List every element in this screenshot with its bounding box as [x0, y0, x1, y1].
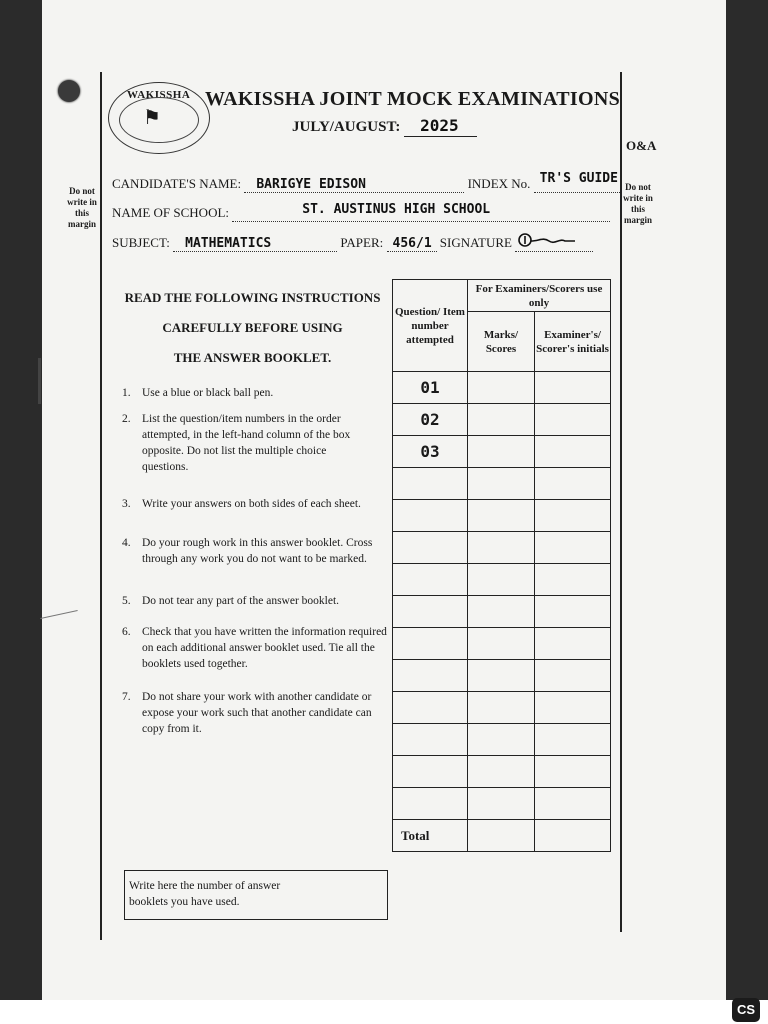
- instruction-text: Use a blue or black ball pen.: [142, 387, 274, 399]
- table-row: [393, 564, 611, 596]
- instruction-number: 6.: [122, 626, 131, 638]
- exam-title: WAKISSHA JOINT MOCK EXAMINATIONS: [205, 88, 621, 110]
- page-bottom-edge: [0, 1000, 768, 1024]
- initials-cell[interactable]: [535, 436, 611, 468]
- examiners-group-header: For Examiners/Scorers use only: [468, 280, 611, 312]
- table-row: [393, 468, 611, 500]
- left-margin-note: Do not write in this margin: [67, 186, 97, 229]
- question-number-cell[interactable]: [393, 468, 468, 500]
- initials-cell[interactable]: [535, 628, 611, 660]
- subject-value[interactable]: MATHEMATICS: [185, 236, 272, 251]
- paper-value[interactable]: 456/1: [392, 236, 432, 251]
- subject-row: [112, 232, 593, 252]
- table-row: [393, 500, 611, 532]
- index-label: INDEX No.: [467, 176, 531, 191]
- exam-session: [292, 116, 477, 137]
- marks-cell[interactable]: [468, 532, 535, 564]
- question-number-cell[interactable]: [393, 628, 468, 660]
- index-value[interactable]: TR'S GUIDE: [539, 171, 618, 186]
- marks-cell[interactable]: [468, 404, 535, 436]
- instructions-heading-line: CAREFULLY BEFORE USING: [162, 320, 343, 335]
- marks-cell[interactable]: [468, 756, 535, 788]
- session-value[interactable]: 2025: [420, 116, 459, 135]
- table-row: [393, 724, 611, 756]
- instruction-number: 1.: [122, 387, 131, 399]
- question-number-cell[interactable]: [393, 724, 468, 756]
- wakissha-logo: [108, 82, 210, 154]
- marks-cell[interactable]: [468, 596, 535, 628]
- question-number-cell[interactable]: [393, 692, 468, 724]
- table-row: [393, 436, 611, 468]
- table-row: [393, 788, 611, 820]
- question-number-cell[interactable]: [393, 564, 468, 596]
- instructions-heading-line: THE ANSWER BOOKLET.: [173, 350, 332, 365]
- instruction-number: 7.: [122, 691, 131, 703]
- corner-code: O&A: [626, 138, 657, 153]
- marks-cell[interactable]: [468, 788, 535, 820]
- question-number-cell[interactable]: 02: [393, 404, 468, 436]
- instruction-item: [122, 689, 392, 737]
- right-margin-note: Do not write in this margin: [623, 182, 653, 225]
- subject-label: SUBJECT:: [112, 235, 170, 250]
- initials-cell[interactable]: [535, 468, 611, 500]
- school-label: NAME OF SCHOOL:: [112, 205, 230, 220]
- initials-cell[interactable]: [535, 372, 611, 404]
- instruction-text: Do not share your work with another candidate or expose your work such that another candidate can copy from it.: [142, 691, 372, 735]
- camscanner-badge: CS: [732, 998, 760, 1022]
- instruction-text: Write your answers on both sides of each sheet.: [142, 498, 361, 510]
- marks-cell[interactable]: [468, 628, 535, 660]
- score-table: [392, 279, 611, 852]
- marks-cell[interactable]: [468, 660, 535, 692]
- signature-mark-icon: [515, 232, 577, 250]
- candidate-name-label: CANDIDATE'S NAME:: [112, 176, 242, 191]
- school-value[interactable]: ST. AUSTINUS HIGH SCHOOL: [302, 202, 491, 217]
- marks-cell[interactable]: [468, 468, 535, 500]
- initials-cell[interactable]: [535, 692, 611, 724]
- total-marks-cell[interactable]: [468, 820, 535, 852]
- initials-cell[interactable]: [535, 596, 611, 628]
- question-number-cell[interactable]: [393, 532, 468, 564]
- question-number-cell[interactable]: 03: [393, 436, 468, 468]
- instruction-item: [122, 411, 370, 475]
- instruction-item: [122, 624, 392, 672]
- instruction-number: 5.: [122, 595, 131, 607]
- table-row: [393, 404, 611, 436]
- question-number-cell[interactable]: 01: [393, 372, 468, 404]
- logo-figures-icon: ⚑: [143, 107, 161, 129]
- marks-cell[interactable]: [468, 724, 535, 756]
- booklets-used-field[interactable]: [325, 871, 387, 919]
- session-label: JULY/AUGUST:: [292, 119, 401, 135]
- initials-cell[interactable]: [535, 724, 611, 756]
- instruction-text: Check that you have written the information required on each additional answer booklet used. Tie all the booklets used together.: [142, 626, 387, 670]
- total-initials-cell[interactable]: [535, 820, 611, 852]
- question-number-cell[interactable]: [393, 596, 468, 628]
- question-number-cell[interactable]: [393, 660, 468, 692]
- initials-column-header: Examiner's/ Scorer's initials: [535, 312, 611, 372]
- instructions-heading-line: READ THE FOLLOWING INSTRUCTIONS: [124, 290, 381, 305]
- instruction-text: Do not tear any part of the answer booklet.: [142, 595, 340, 607]
- table-row: [393, 628, 611, 660]
- table-row: [393, 372, 611, 404]
- instruction-number: 4.: [122, 537, 131, 549]
- initials-cell[interactable]: [535, 788, 611, 820]
- candidate-name-value[interactable]: BARIGYE EDISON: [256, 177, 366, 192]
- marks-cell[interactable]: [468, 564, 535, 596]
- instruction-item: [122, 593, 392, 609]
- question-column-header: Question/ Item number attempted: [393, 280, 468, 372]
- initials-cell[interactable]: [535, 660, 611, 692]
- table-row: [393, 532, 611, 564]
- instruction-text: List the question/item numbers in the order attempted, in the left-hand column of the box opposite. Do not list the multiple choice questions.: [142, 413, 351, 473]
- instruction-item: [122, 535, 392, 567]
- marks-cell[interactable]: [468, 692, 535, 724]
- total-row: [393, 820, 611, 852]
- instruction-item: [122, 496, 392, 512]
- marks-cell[interactable]: [468, 436, 535, 468]
- booklets-used-prompt: Write here the number of answer booklets you have used.: [129, 880, 281, 908]
- instruction-item: [122, 385, 392, 401]
- instruction-text: Do your rough work in this answer booklet. Cross through any work you do not want to be marked.: [142, 537, 373, 565]
- question-number-cell[interactable]: [393, 500, 468, 532]
- signature-label: SIGNATURE: [439, 235, 512, 250]
- table-row: [393, 692, 611, 724]
- initials-cell[interactable]: [535, 756, 611, 788]
- question-number-cell[interactable]: [393, 756, 468, 788]
- table-row: [393, 596, 611, 628]
- edge-mark: [38, 358, 41, 404]
- instructions-heading: [110, 283, 395, 373]
- logo-text: WAKISSHA: [127, 89, 191, 101]
- total-label: Total: [393, 820, 468, 852]
- table-row: [393, 660, 611, 692]
- initials-cell[interactable]: [535, 532, 611, 564]
- marks-cell[interactable]: [468, 372, 535, 404]
- school-row: [112, 202, 610, 222]
- instruction-number: 2.: [122, 413, 131, 425]
- initials-cell[interactable]: [535, 564, 611, 596]
- initials-cell[interactable]: [535, 500, 611, 532]
- booklets-used-box: [124, 870, 388, 920]
- punch-hole: [58, 80, 80, 102]
- paper-label: PAPER:: [340, 235, 384, 250]
- marks-cell[interactable]: [468, 500, 535, 532]
- candidate-name-row: [112, 171, 620, 193]
- instruction-number: 3.: [122, 498, 131, 510]
- initials-cell[interactable]: [535, 404, 611, 436]
- table-row: [393, 756, 611, 788]
- question-number-cell[interactable]: [393, 788, 468, 820]
- marks-column-header: Marks/ Scores: [468, 312, 535, 372]
